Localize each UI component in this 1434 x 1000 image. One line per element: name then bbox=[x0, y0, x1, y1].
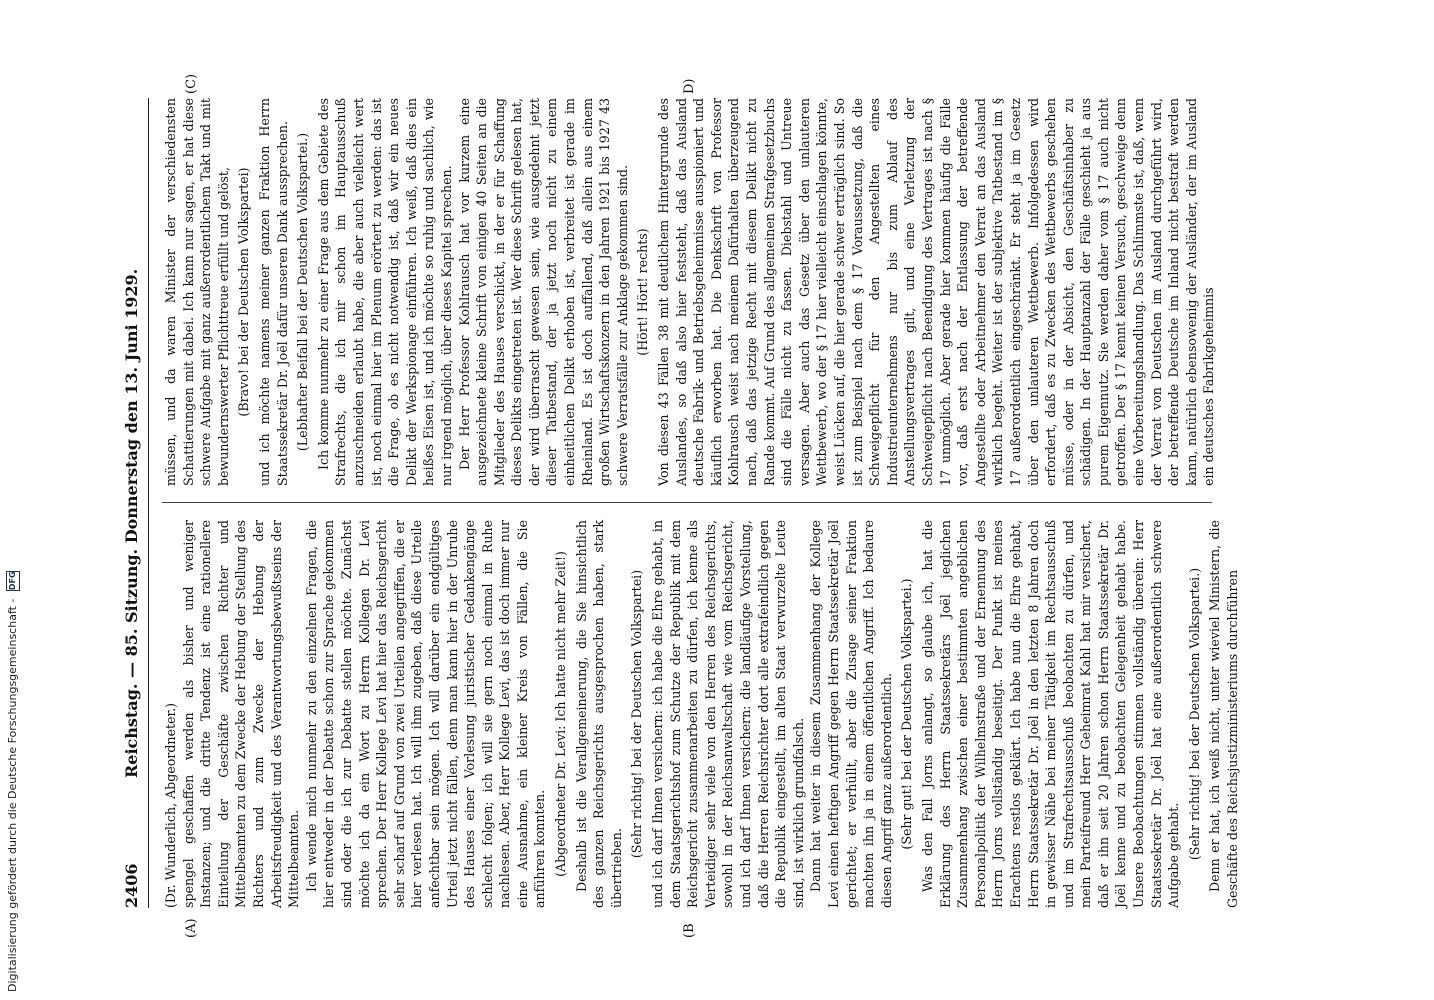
page-number: 2406 bbox=[122, 863, 141, 908]
interjection: (Hört! Hört! rechts) bbox=[635, 228, 651, 356]
margin-mark-d: D) bbox=[682, 78, 697, 94]
header-rule bbox=[148, 98, 149, 908]
paragraph: Ich komme nunmehr zu einer Frage aus dem Gebiete des Strafrechts, die ich mir schon im Hauptausschuß anzuschneiden erlaubt habe, die aber auch vielleicht wert ist, noch einmal hier im Plenum erörtert zu werden: das ist die Frage, ob es nicht notwendig ist, daß wir ein neues Delikt der Werkspionage einführen. Ich weiß, daß dies ein heißes Eisen ist, und ich möchte so ruhig und sachlich, wie nur irgend möglich, über dieses Kapitel sprechen. bbox=[315, 98, 454, 486]
margin-mark-b: (B bbox=[682, 923, 697, 938]
paragraph: Deshalb ist die Verallgemeinerung, die Sie hinsichtlich des ganzen Reichsgerichts ausgesprochen haben, stark übertrieben. bbox=[573, 520, 624, 908]
paragraph: müssen, und da waren Minister der verschiedensten Schattierungen mit dabei. Ich kann nur sagen, er hat diese schwere Aufgabe mit ganz außerordentlichem Takt und mit bewundernswerter Pflichttreue erfüllt und gelöst, bbox=[163, 98, 231, 486]
paragraph: Denn er hat, ich weiß nicht, unter wieviel Ministern, die Geschäfte des Reichsjustizministeriums durchführen bbox=[1207, 520, 1241, 908]
footer-text: Digitalisierung gefördert durch die Deutsche Forschungsgemeinschaft - bbox=[6, 598, 19, 992]
column-divider bbox=[162, 502, 1212, 503]
session-title: Reichstag. — 85. Sitzung. Donnerstag den 13. Juni 1929. bbox=[122, 268, 141, 778]
speaker-line: (Dr. Wunderlich, Abgeordneter.) bbox=[163, 702, 178, 908]
paragraph: Was den Fall Jorns anlangt, so glaube ich, hat die Erklärung des Herrn Staatssekretärs Joël jeglichen Zusammenhang zwischen einer bestimmten angeblichen Personalpolitik der Wilhelmstraße und der Ernennung des Herrn Jorns vollständig beseitigt. Der Punkt ist meines Erachtens restlos geklärt. Ich habe nun die Ehre gehabt, Herrn Staatssekretär Dr. Joël in den letzten 8 Jahren doch in gewisser Nähe bei meiner Tätigkeit im Rechtsausschuß und im Strafrechtsausschuß beobachten zu dürfen, und mein Parteifreund Herr Geheimrat Kahl hat mir versichert, daß er ihn seit 20 Jahren schon Herrn Staatssekretär Dr. Joël kenne und zu beobachten Gelegenheit gehabt habe. Unsere Beobachtungen stimmen vollständig überein: Herr Staatssekretär Dr. Joël hat eine außerordentlich schwere Aufgabe gehabt. bbox=[919, 520, 1182, 908]
interjection: (Abgeordneter Dr. Levi: Ich hatte nicht mehr Zeit!) bbox=[553, 551, 569, 877]
document-body bbox=[122, 73, 1241, 938]
interjection: (Sehr richtig! bei der Deutschen Volkspartei) bbox=[629, 569, 645, 859]
interjection: (Sehr gut! bei der Deutschen Volkspartei.) bbox=[899, 578, 915, 850]
interjection: (Lebhafter Beifall bei der Deutschen Volkspartei.) bbox=[295, 132, 311, 452]
digitization-footer bbox=[6, 0, 20, 992]
interjection: (Sehr richtig! bei der Deutschen Volkspartei.) bbox=[1186, 567, 1202, 861]
paragraph: Dann hat weiter in diesem Zusammenhang der Kollege Levi einen heftigen Angriff gegen Herrn Staatssekretär Joël gerichtet; er verhüllt, aber die Zusage seiner Fraktion machten ihn ja in einem öffentlichen Angriff. Ich bedaure diesen Angriff ganz außerordentlich. bbox=[808, 520, 894, 908]
right-column bbox=[162, 98, 1217, 486]
page-header bbox=[122, 98, 146, 908]
paragraph: Von diesen 43 Fällen 38 mit deutlichem Hintergrunde des Auslandes, so daß also hier feststeht, daß das Ausland deutsche Fabrik- und Betriebsgeheimnisse ausspioniert und käuflich erworben hat. Die Denkschrift von Professor Kohlrausch weist nach meinem Dafürhalten überzeugend nach, daß das jetzige Recht mit diesem Delikt nicht zu Rande kommt. Auf Grund des allgemeinen Strafgesetzbuchs sind die Fälle nicht zu fassen. Diebstahl und Untreue versagen. Aber auch das Gesetz über den unlauteren Wettbewerb, wo der § 17 hier vielleicht einschlagen könnte, weist Lücken auf, die hier gerade schwer erträglich sind. So ist zum Beispiel nach dem § 17 Voraussetzung, daß die Schweigepflicht für den Angestellten eines Industrieunternehmens nur bis zum Ablauf des Anstellungsvertrages gilt, und eine Verletzung der Schweigepflicht nach Beendigung des Vertrages ist nach § 17 unmöglich. Aber gerade hier kommen häufig die Fälle vor, daß erst nach der Entlassung der betreffende Angestellte oder Arbeitnehmer den Verrat an das Ausland wirklich begeht. Weiter ist der subjektive Tatbestand im § 17 außerordentlich eingeschränkt. Er steht ja im Gesetz über den unlauteren Wettbewerb. Infolgedessen wird erfordert, daß es zu Zwecken des Wettbewerbs geschehen müsse, oder in der Absicht, den Geschäftsinhaber zu schädigen. In der Hauptanzahl der Fälle geschieht ja aus purem Eigennutz. Sie werden daher vom § 17 auch nicht getroffen. Der § 17 kennt keinen Versuch, geschweige denn eine Vorbereitungshandlung. Das Schlimmste ist, daß, wenn der Verrat von Deutschen im Ausland durchgeführt wird, der betreffende Deutsche im Inland nicht bestraft werden kann, natürlich ebensowenig der Ausländer, der im Ausland ein deutsches Fabrikgeheimnis bbox=[656, 98, 1217, 486]
margin-mark-c: (C) bbox=[184, 73, 199, 94]
margin-mark-a: (A) bbox=[184, 918, 199, 938]
dfg-logo-icon: DFG bbox=[6, 571, 20, 591]
paragraph: Ich wende mich nunmehr zu den einzelnen Fragen, die hier entweder in der Debatte schon zur Sprache gekommen sind oder die ich zur Debatte stellen möchte. Zunächst möchte ich da ein Wort zu Herrn Kollegen Dr. Levi sprechen. Der Herr Kollege Levi hat hier das Reichsgericht sehr scharf auf Grund von zwei Urteilen angegriffen, die er hier verlesen hat. Ich will ihm zugeben, daß diese Urteile anfechtbar sein mögen. Ich will darüber ein endgültiges Urteil jetzt nicht fällen, denn man kann hier in der Unruhe des Hauses einer Vorlesung juristischer Gedankengänge schlecht folgen; ich will sie gern noch einmal in Ruhe nachlesen. Aber, Herr Kollege Levi, das ist doch immer nur eine Ausnahme, ein kleiner Kreis von Fällen, die Sie anführen konnten. bbox=[303, 520, 548, 908]
paragraph: spengel geschaffen werden als bisher und weniger Instanzen; und die dritte Tendenz ist eine rationellere Einteilung der Geschäfte zwischen Richter und Mittelbeamten zu dem Zwecke der Hebung der Stellung des Richters und zum Zwecke der Hebung der Arbeitsfreudigkeit und des Verantwortungsbewußtseins der Mittelbeamten. bbox=[180, 520, 302, 908]
interjection: (Bravo! bei der Deutschen Volkspartei) bbox=[236, 167, 252, 417]
paragraph: und ich möchte namens meiner ganzen Fraktion Herrn Staatssekretär Dr. Joël dafür unseren Dank aussprechen. bbox=[256, 98, 290, 486]
left-column bbox=[162, 520, 1241, 908]
paragraph: und ich darf Ihnen versichern: ich habe die Ehre gehabt, in dem Staatsgerichtshof zum Schutze der Republik mit dem Reichsgericht zusammenarbeiten zu dürfen, ich kenne als Verteidiger sehr viele von den Herren des Reichsgerichts, sowohl in der Reichsanwaltschaft wie vom Reichsgericht, und ich darf Ihnen versichern: die landläufige Vorstellung, daß die Herren Reichsrichter dort alle extrafeindlich gegen die Republik eingestellt, im alten Staat verwurzelte Leute sind, ist wirklich grundfalsch. bbox=[650, 520, 806, 908]
paragraph: Der Herr Professor Kohlrausch hat vor kurzem eine ausgezeichnete kleine Schrift von einigen 40 Seiten an die Mitglieder des Hauses verschickt, in der er für Schaffung dieses Delikts eingetreten ist. Wer diese Schrift gelesen hat, der wird überrascht gewesen sein, wie ausgedehnt jetzt dieser Tatbestand, der ja jetzt noch nicht zu einem einheitlichen Delikt erhoben ist, verbreitet ist gerade im Rheinland. Es ist doch auffallend, daß allein aus einem großen Wirtschaftskonzern in den Jahren 1921 bis 1927 43 schwere Verratsfälle zur Anklage gekommen sind. bbox=[456, 98, 630, 486]
